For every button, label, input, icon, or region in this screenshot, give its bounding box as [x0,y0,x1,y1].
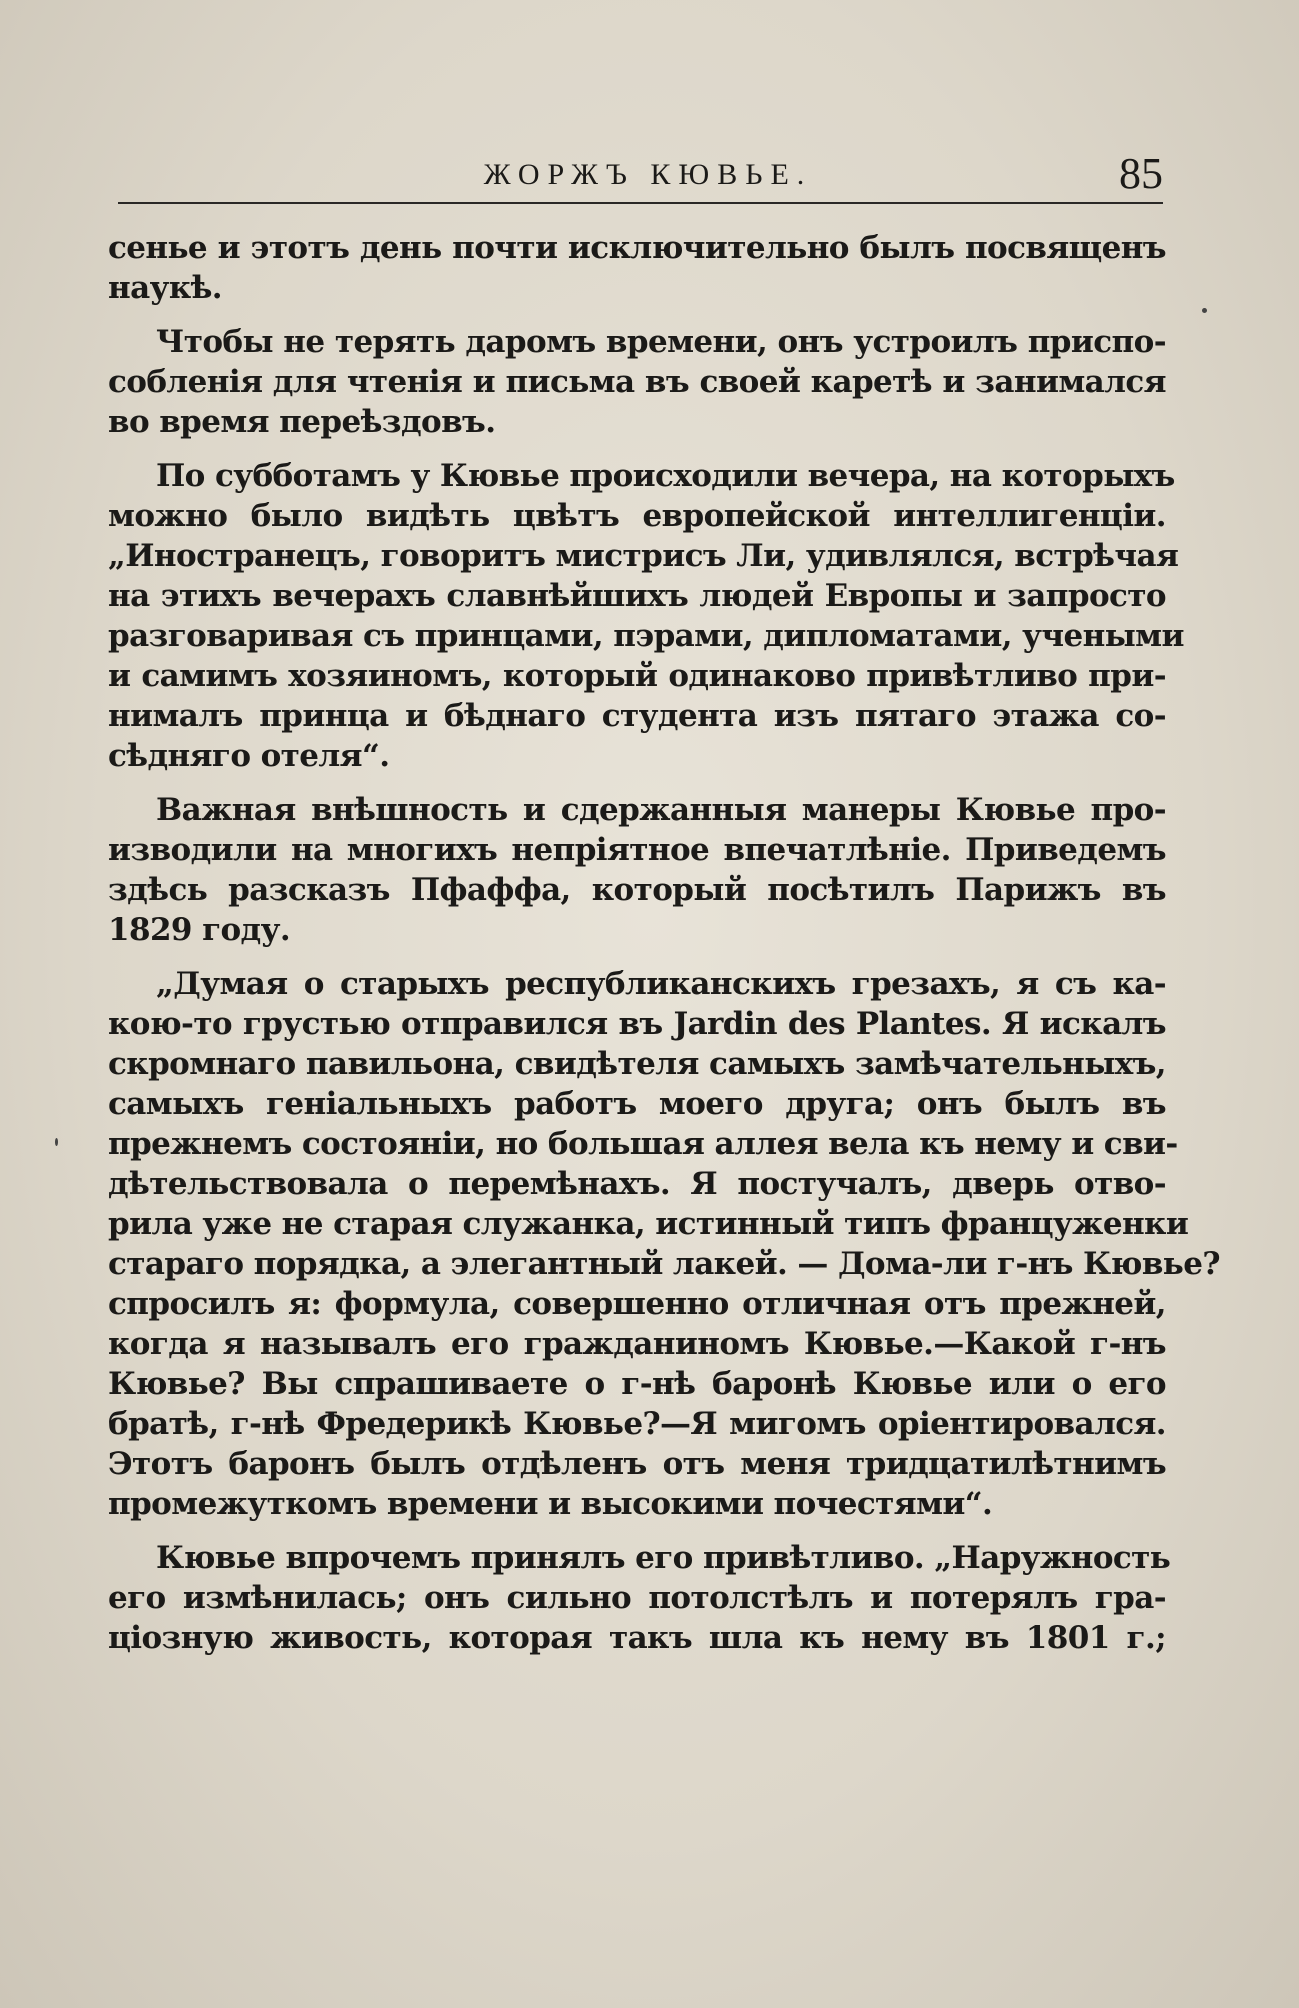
running-title: ЖОРЖЪ КЮВЬЕ. [483,158,813,191]
text-line: самыхъ геніальныхъ работъ моего друга; онъ былъ въ [108,1086,1166,1122]
paragraph-gap [108,950,1166,964]
paragraph-gap [108,308,1166,322]
page-header [118,150,1163,210]
paragraph-gap [108,442,1166,456]
text-line: стараго порядка, а элегантный лакей. — Дома-ли г-нъ Кювье? [108,1246,1220,1282]
text-line: наукѣ. [108,270,222,306]
text-line: промежуткомъ времени и высокими почестями“. [108,1486,993,1522]
text-line: По субботамъ у Кювье происходили вечера, на которыхъ [156,458,1175,494]
text-line: кою-то грустью отправился въ Jardin des Plantes. Я искалъ [108,1006,1166,1042]
paragraph-gap [108,1524,1166,1538]
paper-speck [55,1138,58,1146]
text-line: Кювье? Вы спрашиваете о г-нѣ баронѣ Кювье или о его [108,1366,1166,1402]
text-line: собленія для чтенія и письма въ своей каретѣ и занимался [108,364,1166,400]
header-rule [118,202,1163,204]
text-line: и самимъ хозяиномъ, который одинаково привѣтливо при- [108,658,1166,694]
text-line: здѣсь разсказъ Пфаффа, который посѣтилъ Парижъ въ [108,872,1166,908]
text-line: нималъ принца и бѣднаго студента изъ пятаго этажа со- [108,698,1166,734]
text-line: рила уже не старая служанка, истинный типъ француженки [108,1206,1189,1242]
text-line: его измѣнилась; онъ сильно потолстѣлъ и потерялъ гра- [108,1580,1166,1616]
text-line: спросилъ я: формула, совершенно отличная отъ прежней, [108,1286,1166,1322]
text-line: сѣдняго отеля“. [108,738,390,774]
text-line: когда я называлъ его гражданиномъ Кювье.—Какой г-нъ [108,1326,1166,1362]
text-line: сенье и этотъ день почти исключительно былъ посвященъ [108,230,1166,266]
text-line: можно было видѣть цвѣтъ европейской интеллигенціи. [108,498,1166,534]
text-line: ціозную живость, которая такъ шла къ нему въ 1801 г.; [108,1620,1166,1656]
text-line: 1829 году. [108,912,291,948]
text-line: скромнаго павильона, свидѣтеля самыхъ замѣчательныхъ, [108,1046,1166,1082]
text-line: прежнемъ состояніи, но большая аллея вела къ нему и сви- [108,1126,1178,1162]
text-line: разговаривая съ принцами, пэрами, дипломатами, учеными [108,618,1184,654]
text-line: Чтобы не терять даромъ времени, онъ устроилъ приспо- [156,324,1166,360]
paper-speck [1202,308,1207,313]
page-number: 85 [1119,149,1163,198]
body-text [108,228,1220,1658]
paragraph-gap [108,776,1166,790]
text-line: „Иностранецъ, говоритъ мистрисъ Ли, удивлялся, встрѣчая [108,538,1179,574]
text-line: дѣтельствовала о перемѣнахъ. Я постучалъ, дверь отво- [108,1166,1166,1202]
text-line: на этихъ вечерахъ славнѣйшихъ людей Европы и запросто [108,578,1166,614]
text-line: Важная внѣшность и сдержанныя манеры Кювье про- [156,792,1166,828]
text-line: во время переѣздовъ. [108,404,496,440]
text-line: братѣ, г-нѣ Фредерикѣ Кювье?—Я мигомъ оріентировался. [108,1406,1166,1442]
text-line: изводили на многихъ непріятное впечатлѣніе. Приведемъ [108,832,1166,868]
text-line: „Думая о старыхъ республиканскихъ грезахъ, я съ ка- [156,966,1166,1002]
text-line: Кювье впрочемъ принялъ его привѣтливо. „Наружность [156,1540,1171,1576]
text-line: Этотъ баронъ былъ отдѣленъ отъ меня тридцатилѣтнимъ [108,1446,1166,1482]
